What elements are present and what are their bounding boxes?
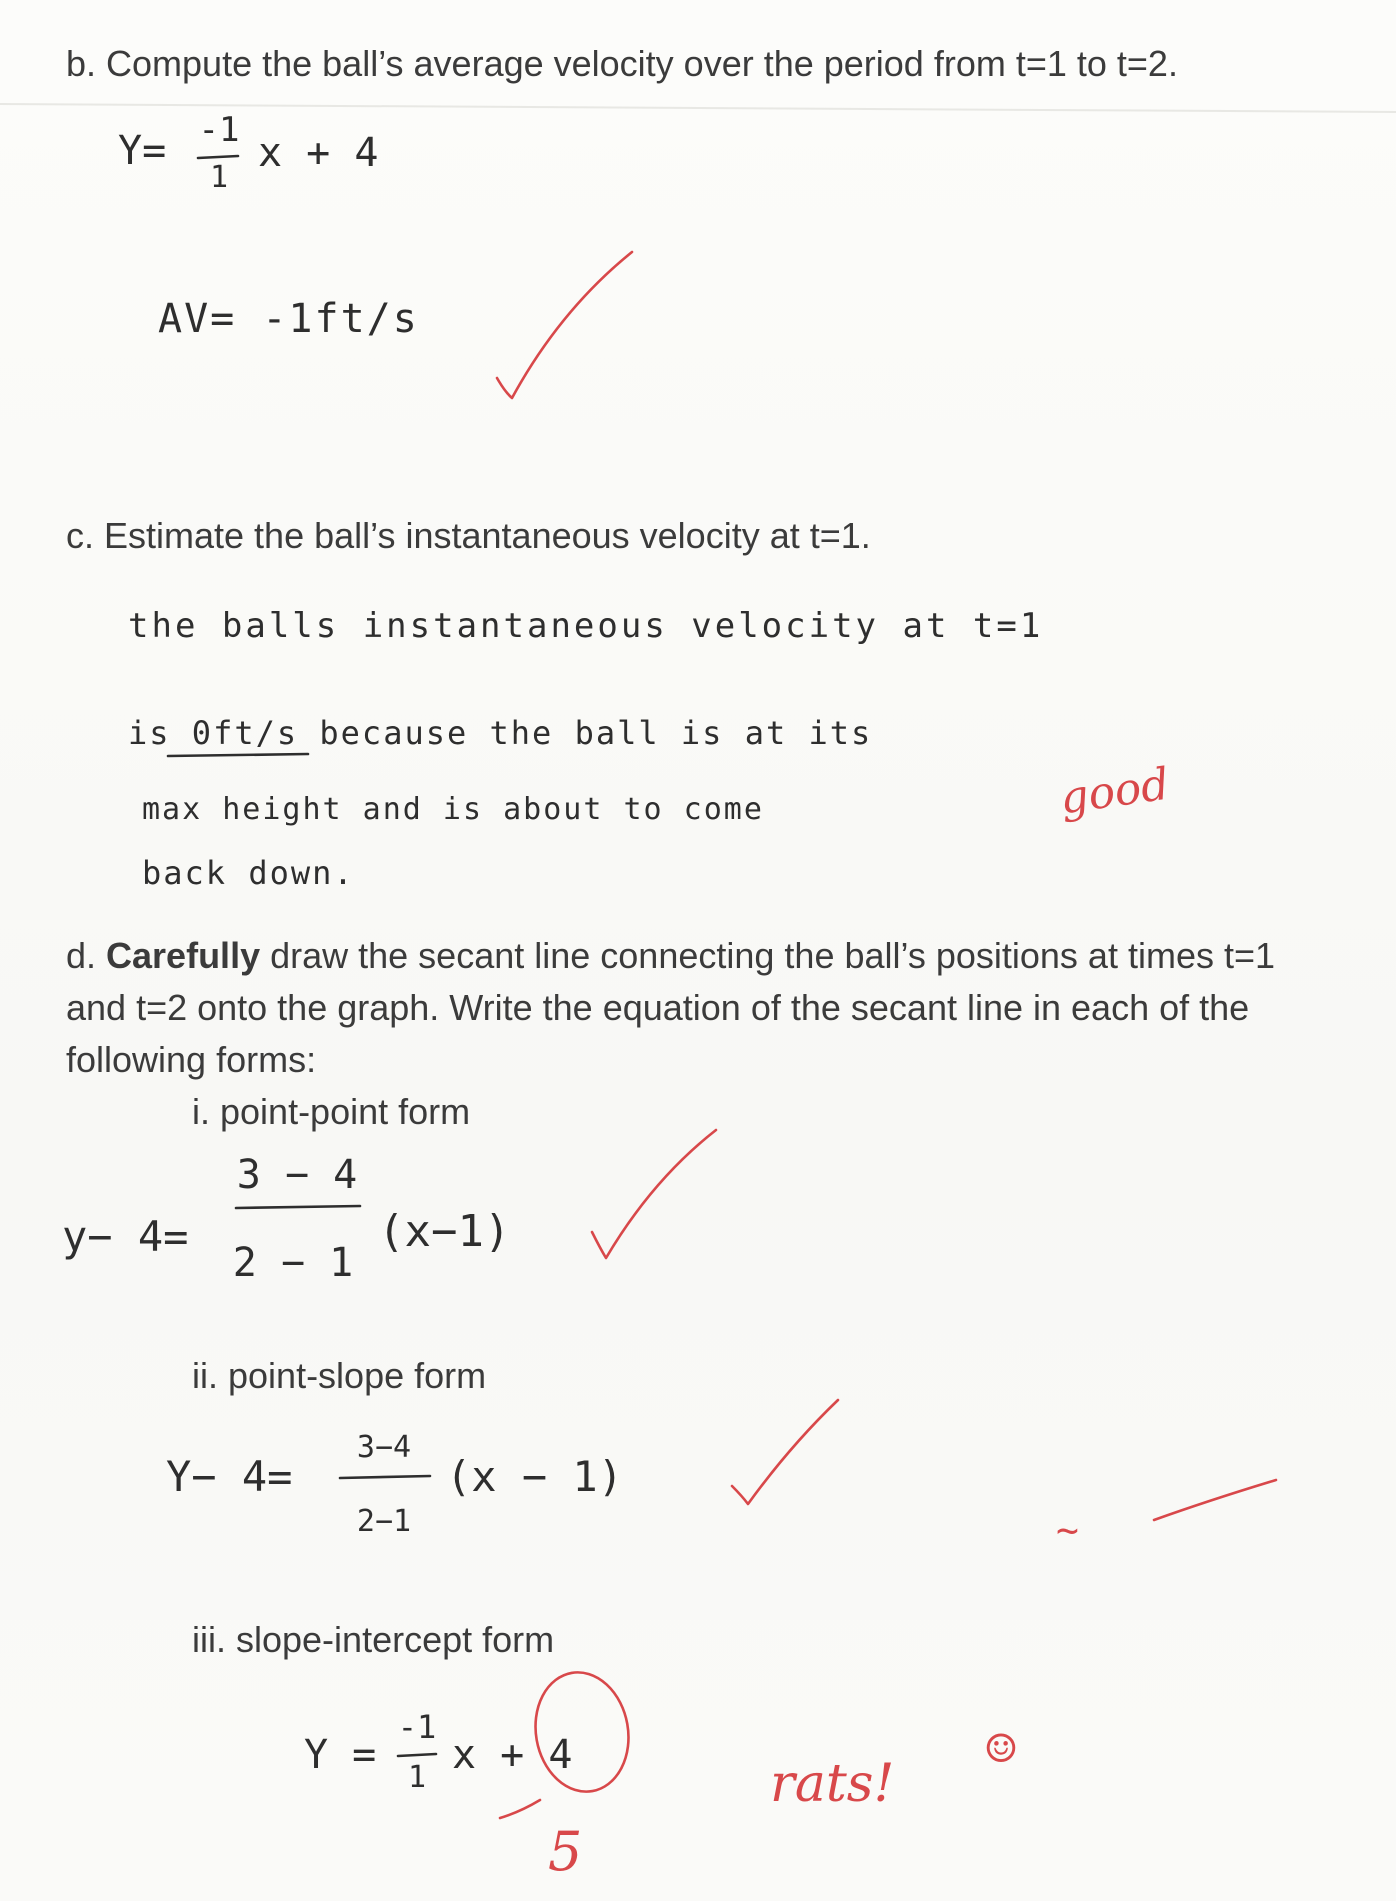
question-c-prompt: c. Estimate the ball’s instantaneous velocity at t=1. [66, 515, 871, 556]
question-d-i-label: i. point-point form [192, 1091, 471, 1132]
answer-d-i-right: (x−1) [378, 1206, 511, 1257]
answer-c-line-3: max height and is about to come [142, 792, 764, 827]
answer-d-i-left: y− 4= [62, 1212, 189, 1261]
grader-comment-good: good [1056, 758, 1173, 825]
question-d-ii-label: ii. point-slope form [192, 1355, 487, 1396]
answer-c-line-1: the balls instantaneous velocity at t=1 [128, 606, 1044, 646]
grader-score-mark: 5 [548, 1820, 583, 1883]
answer-d-iii-denominator: 1 [407, 1760, 427, 1795]
answer-d-ii-right: (x − 1) [446, 1452, 624, 1501]
grader-smiley: ☺ [986, 1720, 1017, 1778]
answer-b-equation-denominator: 1 [209, 160, 229, 195]
answer-b-equation-left: Y= [118, 128, 167, 174]
grader-comment-rats: rats! [770, 1754, 895, 1814]
grader-swoosh [1154, 1480, 1276, 1520]
answer-d-iii-numerator: -1 [397, 1708, 437, 1746]
circle-intercept [526, 1665, 637, 1799]
answer-b-equation-numerator: -1 [198, 110, 240, 150]
answer-c-line-4: back down. [142, 854, 355, 892]
answer-d-ii-denominator: 2−1 [356, 1504, 412, 1539]
circle-tail [500, 1800, 540, 1818]
answer-d-ii-numerator: 3−4 [356, 1430, 412, 1465]
grader-tilde: ~ [1056, 1508, 1079, 1552]
answer-d-i-numerator: 3 − 4 [236, 1152, 358, 1198]
answer-d-i-denominator: 2 − 1 [232, 1240, 354, 1286]
question-d-prompt-line-3: following forms: [66, 1039, 317, 1080]
underline-zero-velocity [168, 754, 308, 756]
scan-artifact-line [0, 104, 1396, 112]
fraction-bar-b [198, 156, 238, 158]
answer-d-ii-left: Y− 4= [166, 1452, 293, 1501]
answer-d-iii-left: Y = [304, 1732, 377, 1778]
answer-b-equation-right: x + 4 [258, 130, 379, 176]
fraction-bar-d-ii [340, 1476, 430, 1478]
fraction-bar-d-i [236, 1206, 360, 1208]
check-mark-d-ii [732, 1400, 838, 1504]
question-d-prompt-line-1: d. Carefully draw the secant line connecting the ball’s positions at times t=1 [66, 935, 1276, 976]
answer-d-iii-right: x + 4 [452, 1732, 573, 1778]
answer-c-line-2: is 0ft/s because the ball is at its [128, 714, 873, 752]
check-mark-d-i [592, 1130, 716, 1258]
answer-b-average-velocity: AV= -1ft/s [158, 296, 419, 342]
question-b-prompt: b. Compute the ball’s average velocity over the period from t=1 to t=2. [66, 43, 1178, 84]
check-mark-b [497, 252, 632, 398]
question-d-prompt-line-2: and t=2 onto the graph. Write the equation of the secant line in each of the [66, 987, 1250, 1028]
question-d-iii-label: iii. slope-intercept form [192, 1619, 555, 1660]
fraction-bar-d-iii [398, 1754, 436, 1756]
